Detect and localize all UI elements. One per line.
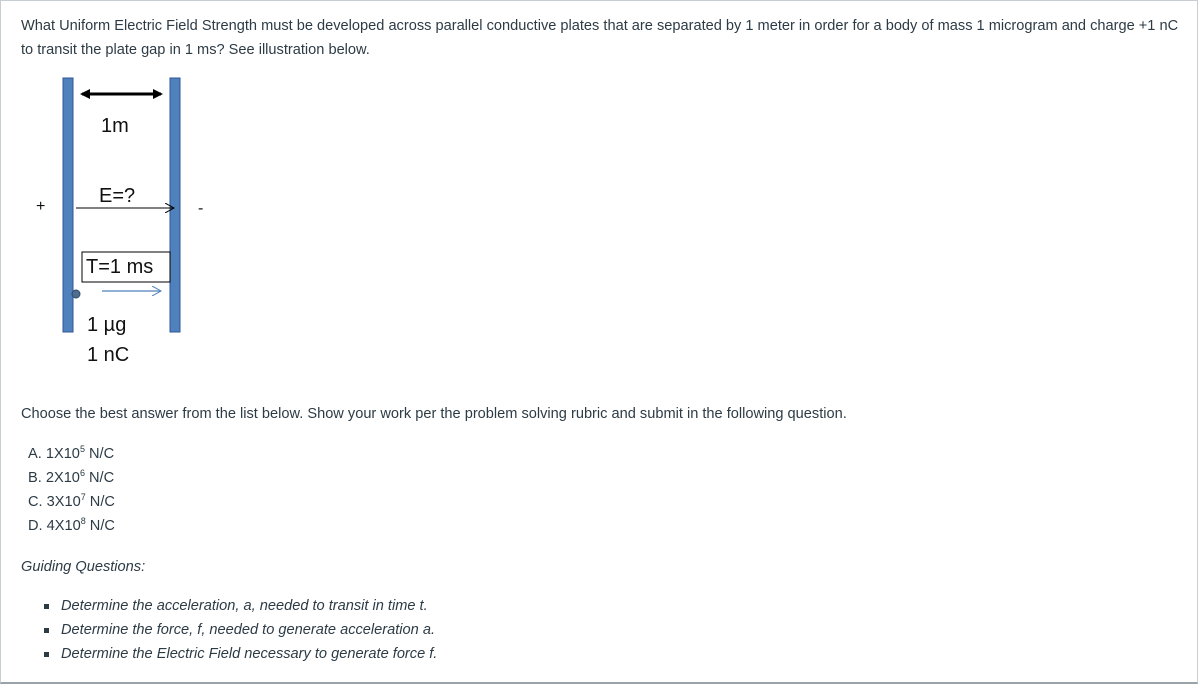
- answer-list: [28, 442, 115, 538]
- guiding-question-item: Determine the acceleration, a, needed to transit in time t.: [44, 594, 437, 618]
- guiding-questions-list: [44, 594, 437, 666]
- left-plate: [63, 78, 73, 332]
- question-text: What Uniform Electric Field Strength must be developed across parallel conductive plates that are separated by 1 meter in order for a body of mass 1 microgram and charge +1 nC to transit the plate gap in 1 ms? See illustration below.: [21, 18, 1179, 58]
- charge-label: 1 nC: [87, 344, 130, 366]
- answer-option-d: D. $4X10^8$ N/C: [28, 516, 115, 534]
- parallel-plates-figure: [30, 72, 220, 372]
- time-label: T=1 ms: [86, 256, 154, 278]
- guiding-question-item: Determine the Electric Field necessary to generate force f.: [44, 642, 437, 666]
- answer-option-a: A. $1X10^5$ N/C: [28, 444, 115, 462]
- answer-option-b: B. $2X10^6$ N/C: [28, 468, 115, 486]
- right-plate: [170, 78, 180, 332]
- mass-label: 1 µg: [87, 314, 127, 336]
- distance-label: 1m: [101, 115, 129, 137]
- answer-option-c: C. $3X10^7$ N/C: [28, 492, 115, 510]
- guiding-question-item: Determine the force, f, needed to generate acceleration a.: [44, 618, 437, 642]
- minus-sign: -: [198, 200, 204, 217]
- instructions-text: Choose the best answer from the list below. Show your work per the problem solving rubric and submit in the following question.: [21, 406, 847, 422]
- guiding-questions-title: Guiding Questions:: [21, 559, 146, 575]
- particle-icon: [72, 290, 80, 298]
- plus-sign: +: [36, 198, 46, 215]
- field-label: E=?: [99, 185, 136, 207]
